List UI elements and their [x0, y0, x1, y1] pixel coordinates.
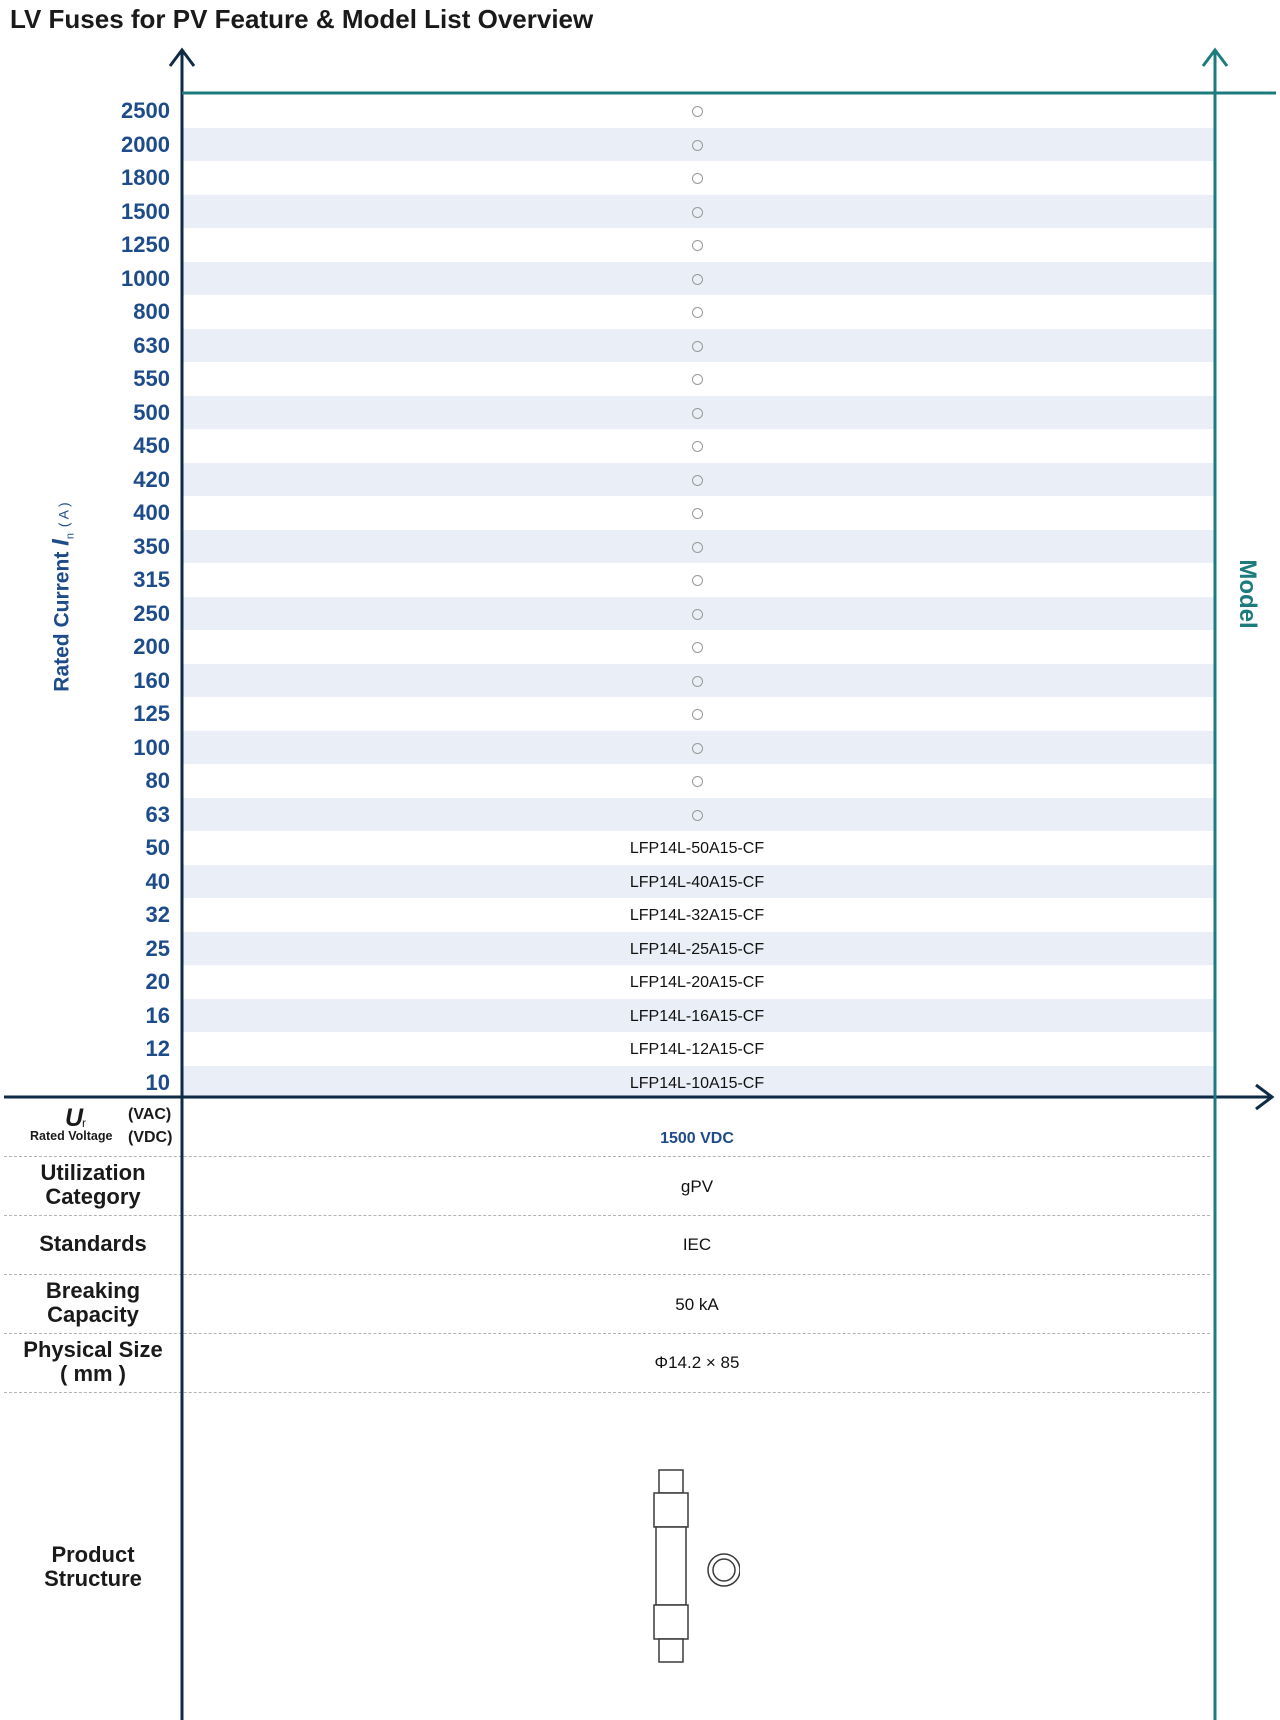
rated-current-value: 160 [133, 667, 170, 693]
breaking-capacity-label [0, 1279, 186, 1327]
utilization-category-label [0, 1161, 186, 1209]
model-name: LFP14L-32A15-CF [629, 907, 765, 924]
rated-current-value: 32 [145, 902, 170, 927]
rated-current-value: 500 [133, 399, 170, 425]
standards-label: Standards [39, 1231, 147, 1256]
empty-slot-icon [692, 207, 703, 218]
breaking-capacity-value: 50 kA [675, 1295, 719, 1314]
product-structure-label [0, 1543, 186, 1591]
fuse-drawing [640, 1465, 740, 1675]
empty-slot-icon [692, 408, 703, 419]
rated-voltage-small-label: Rated Voltage [30, 1129, 113, 1143]
rated-current-value: 20 [145, 969, 170, 994]
rated-current-value: 80 [145, 768, 170, 793]
empty-slot-icon [692, 810, 703, 821]
model-name: LFP14L-16A15-CF [629, 1007, 765, 1025]
divider [4, 1392, 1210, 1393]
rated-current-value: 50 [145, 835, 170, 860]
empty-slot-icon [692, 341, 703, 352]
model-name: LFP14L-20A15-CF [629, 974, 765, 991]
fuse-body [656, 1527, 686, 1605]
divider [4, 1274, 1210, 1275]
empty-slot-icon [692, 274, 703, 285]
rated-current-value: 1500 [121, 198, 170, 224]
structure-label-line2: Structure [44, 1566, 142, 1591]
rated-current-value: 1800 [121, 165, 170, 190]
rated-current-subscript: n [64, 533, 77, 540]
rated-current-axis-label [47, 502, 76, 691]
utilization-label-line2: Category [45, 1184, 141, 1209]
size-label-line1: Physical Size [23, 1337, 163, 1362]
rated-voltage-symbol: U [65, 1104, 84, 1132]
rated-current-value: 1250 [121, 232, 170, 257]
rated-current-symbol: I [47, 539, 75, 546]
breaking-label-line1: Breaking [45, 1278, 141, 1303]
fuse-end-view-inner [713, 1559, 735, 1581]
utilization-category-value: gPV [680, 1177, 714, 1196]
rated-current-value: 16 [145, 1002, 170, 1028]
rated-current-value: 200 [133, 634, 170, 659]
empty-slot-icon [692, 441, 703, 452]
rated-current-value: 2500 [121, 98, 170, 123]
empty-slot-icon [692, 374, 703, 385]
rated-current-value: 450 [133, 433, 170, 458]
empty-slot-icon [692, 173, 703, 184]
fuse-bottom-cap [654, 1605, 688, 1639]
rated-current-value: 1000 [121, 265, 170, 291]
fuse-bottom-pin [659, 1639, 683, 1662]
rated-current-value: 800 [133, 299, 170, 324]
empty-slot-icon [692, 776, 703, 787]
rated-voltage-value: 1500 VDC [660, 1130, 734, 1147]
utilization-label-line1: Utilization [40, 1160, 146, 1185]
vdc-label: (VDC) [128, 1129, 173, 1146]
rated-current-value: 40 [145, 868, 170, 894]
breaking-label-line2: Capacity [47, 1302, 139, 1327]
empty-slot-icon [692, 609, 703, 620]
divider [4, 1156, 1210, 1157]
empty-slot-icon [692, 575, 703, 586]
model-name: LFP14L-10A15-CF [629, 1074, 765, 1092]
rated-current-value: 2000 [121, 131, 170, 157]
physical-size-value: Φ14.2 × 85 [654, 1353, 740, 1372]
standards-value: IEC [682, 1235, 712, 1254]
physical-size-label [0, 1338, 186, 1386]
rated-voltage-subscript: r [82, 1116, 86, 1130]
model-axis-label: Model [1234, 559, 1261, 629]
vac-label: (VAC) [128, 1106, 172, 1123]
empty-slot-icon [692, 475, 703, 486]
size-label-line2: ( mm ) [60, 1361, 126, 1386]
empty-slot-icon [692, 709, 703, 720]
rated-current-value: 125 [133, 701, 170, 726]
fuse-top-cap [654, 1493, 688, 1527]
empty-slot-icon [692, 240, 703, 251]
rated-current-value: 12 [145, 1036, 170, 1061]
rated-current-value: 630 [133, 332, 170, 358]
rated-current-value: 350 [133, 533, 170, 559]
rated-current-value: 25 [145, 935, 170, 961]
rated-current-value: 400 [133, 500, 170, 525]
model-name: LFP14L-25A15-CF [629, 940, 765, 958]
rated-current-value: 315 [133, 567, 170, 592]
empty-slot-icon [692, 542, 703, 553]
model-name: LFP14L-12A15-CF [629, 1041, 765, 1058]
page-title: LV Fuses for PV Feature & Model List Overview [10, 4, 594, 34]
rated-current-label-text: Rated Current [50, 551, 74, 692]
rated-current-value: 250 [133, 600, 170, 626]
empty-slot-icon [692, 140, 703, 151]
rated-current-unit: ( A ) [55, 502, 72, 528]
empty-slot-icon [692, 676, 703, 687]
empty-slot-icon [692, 508, 703, 519]
empty-slot-icon [692, 642, 703, 653]
rated-current-value: 420 [133, 466, 170, 492]
rated-current-value: 100 [133, 734, 170, 760]
rated-current-value: 10 [145, 1069, 170, 1095]
divider [4, 1333, 1210, 1334]
empty-slot-icon [692, 307, 703, 318]
rated-current-value: 550 [133, 366, 170, 391]
rated-current-value: 63 [145, 801, 170, 827]
model-name: LFP14L-40A15-CF [629, 873, 765, 891]
structure-label-line1: Product [51, 1542, 135, 1567]
empty-slot-icon [692, 743, 703, 754]
model-name: LFP14L-50A15-CF [629, 840, 765, 857]
fuse-top-pin [659, 1470, 683, 1493]
empty-slot-icon [692, 106, 703, 117]
divider [4, 1215, 1210, 1216]
